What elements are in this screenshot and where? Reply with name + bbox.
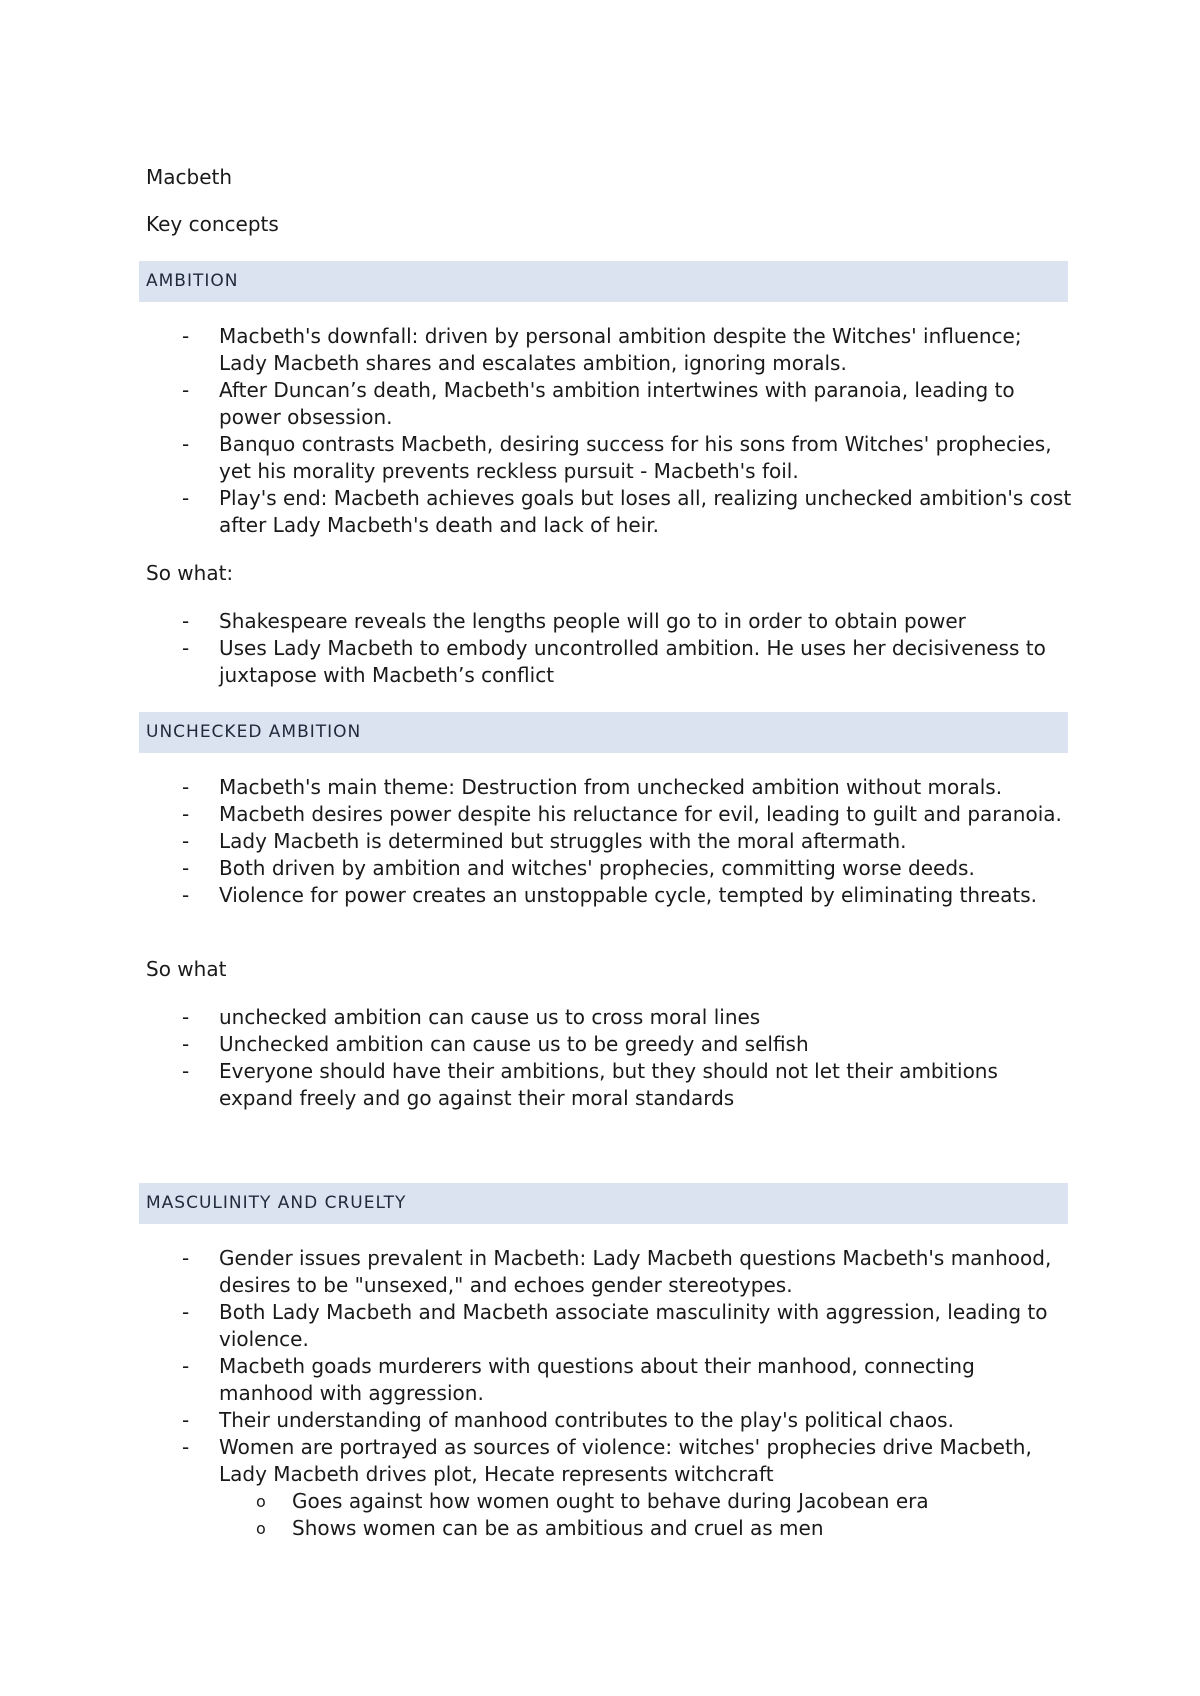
bullet-marker: -	[182, 636, 190, 660]
list-item: - Their understanding of manhood contributes to the play's political chaos.	[182, 1408, 954, 1432]
so-what-label: So what	[146, 957, 227, 981]
list-item: - Macbeth's downfall: driven by personal ambition despite the Witches' influence; Lady Macbeth shares and escalates ambition, ignoring morals.	[182, 324, 1022, 375]
bullet-marker: -	[182, 1300, 190, 1324]
list-item: - Macbeth's main theme: Destruction from unchecked ambition without morals.	[182, 775, 1003, 799]
bullet-marker: -	[182, 856, 190, 880]
list-item: - Both Lady Macbeth and Macbeth associate masculinity with aggression, leading to violence.	[182, 1300, 1048, 1351]
document-title: Macbeth	[146, 165, 233, 189]
ambition-so-what-list	[0, 608, 1200, 689]
list-item: - Shakespeare reveals the lengths people will go to in order to obtain power	[182, 609, 966, 633]
sub-bullet-marker: o	[256, 1519, 266, 1538]
ambition-bullet-list	[0, 323, 1200, 539]
bullet-marker: -	[182, 1408, 190, 1432]
bullet-marker: -	[182, 324, 190, 348]
section-heading-text: UNCHECKED AMBITION	[146, 722, 362, 742]
bullet-marker: -	[182, 1435, 190, 1459]
list-item: - Banquo contrasts Macbeth, desiring success for his sons from Witches' prophecies, yet his morality prevents reckless pursuit - Macbeth's foil.	[182, 432, 1052, 483]
list-item: - Gender issues prevalent in Macbeth: Lady Macbeth questions Macbeth's manhood, desires to be "unsexed," and echoes gender stereotypes.	[182, 1246, 1052, 1297]
bullet-marker: -	[182, 378, 190, 402]
list-item: - Violence for power creates an unstoppable cycle, tempted by eliminating threats.	[182, 883, 1038, 907]
bullet-marker: -	[182, 1246, 190, 1270]
bullet-marker: -	[182, 829, 190, 853]
bullet-marker: -	[182, 1354, 190, 1378]
unchecked-ambition-so-what-list	[0, 1004, 1200, 1112]
section-heading-text: AMBITION	[146, 271, 239, 291]
sub-bullet-marker: o	[256, 1492, 266, 1511]
bullet-marker: -	[182, 1059, 190, 1083]
list-item: - Uses Lady Macbeth to embody uncontrolled ambition. He uses her decisiveness to juxtapose with Macbeth’s conflict	[182, 636, 1046, 687]
bullet-marker: -	[182, 802, 190, 826]
list-item: - Both driven by ambition and witches' prophecies, committing worse deeds.	[182, 856, 975, 880]
document-subtitle: Key concepts	[146, 212, 279, 236]
list-item: - Unchecked ambition can cause us to be greedy and selfish	[182, 1032, 809, 1056]
list-item: - Macbeth desires power despite his reluctance for evil, leading to guilt and paranoia.	[182, 802, 1062, 826]
masculinity-bullet-list	[0, 1245, 1200, 1542]
bullet-marker: -	[182, 883, 190, 907]
section-heading-masculinity-and-cruelty	[139, 1183, 1068, 1224]
so-what-label: So what:	[146, 561, 234, 585]
list-item: - Everyone should have their ambitions, but they should not let their ambitions expand freely and go against their moral standards	[182, 1059, 998, 1110]
section-heading-text: MASCULINITY AND CRUELTY	[146, 1193, 407, 1213]
bullet-marker: -	[182, 1005, 190, 1029]
bullet-marker: -	[182, 775, 190, 799]
list-item: - Play's end: Macbeth achieves goals but loses all, realizing unchecked ambition's cost after Lady Macbeth's death and lack of heir.	[182, 486, 1072, 537]
list-item: - After Duncan’s death, Macbeth's ambition intertwines with paranoia, leading to power obsession.	[182, 378, 1015, 429]
sub-list-item: o Shows women can be as ambitious and cruel as men	[256, 1516, 824, 1540]
list-item: - Women are portrayed as sources of violence: witches' prophecies drive Macbeth, Lady Macbeth drives plot, Hecate represents witchcraft	[182, 1435, 1032, 1486]
bullet-marker: -	[182, 432, 190, 456]
bullet-marker: -	[182, 1032, 190, 1056]
sub-list-item: o Goes against how women ought to behave during Jacobean era	[256, 1489, 929, 1513]
list-item: - Lady Macbeth is determined but struggles with the moral aftermath.	[182, 829, 907, 853]
list-item: - Macbeth goads murderers with questions about their manhood, connecting manhood with aggression.	[182, 1354, 975, 1405]
unchecked-ambition-bullet-list	[0, 774, 1200, 909]
bullet-marker: -	[182, 609, 190, 633]
section-heading-unchecked-ambition	[139, 712, 1068, 753]
section-heading-ambition	[139, 261, 1068, 302]
list-item: - unchecked ambition can cause us to cross moral lines	[182, 1005, 761, 1029]
bullet-marker: -	[182, 486, 190, 510]
